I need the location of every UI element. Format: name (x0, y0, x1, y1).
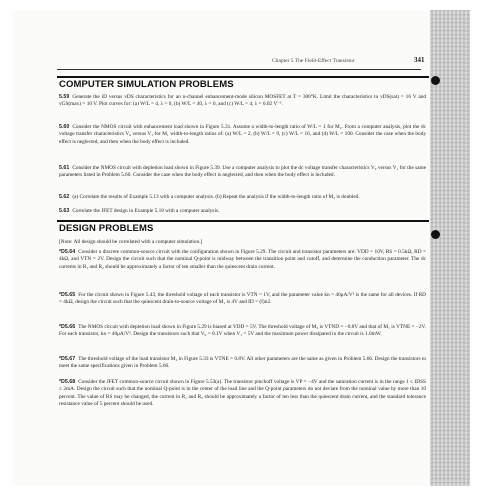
problem-number: *D5.64 (59, 249, 76, 255)
problem-number: *D5.68 (59, 379, 76, 385)
running-header: Chapter 5 The Field-Effect Transistor (272, 58, 355, 64)
problem-number: *D5.65 (59, 292, 76, 298)
problem-text: For the circuit shown in Figure 5.43, the threshold voltage of each transistor is VTN = 1V, and the parameter value kn = 40μA/V² is the same for all devices. If RD = 4kΩ, design the circuit such that the quiescent drain-to-source voltage of M₁ is 4V and ID = (I)ᴅ2. (59, 292, 426, 306)
problem-d5-67 (59, 356, 426, 371)
section-title-computer-simulation: COMPUTER SIMULATION PROBLEMS (59, 79, 234, 90)
hole-punch-dot (431, 76, 440, 85)
problem-number: 5.59 (59, 94, 70, 100)
section-rule-top (57, 220, 429, 222)
problem-text: The NMOS circuit with depletion load shown in Figure 5.29 is biased at VDD = 5V. The threshold voltage of M₂ is VTND = −0.8V and that of M₁ is VTNE = −2V. For each transistor, kn = 40μA/V². Design the transistors such that V₀ = 0.1V when V₁ = 5V and the maximum power dissipated in the circuit is 1.0mW. (59, 324, 426, 338)
problem-number: *D5.66 (59, 324, 76, 330)
problem-d5-66 (59, 324, 426, 339)
problem-number: 5.62 (59, 194, 70, 200)
problem-d5-64 (59, 249, 426, 271)
problem-text: Consider the NMOS circuit with enhancement load shown in Figure 5.31. Assume a width-to-length ratio of W/L = 1 for M₂. From a computer analysis, plot the dc voltage transfer characteristics V₀ versus V₁ for M₁ width-to-length ratios of: (a) W/L = 2, (b) W/L = 9, (c) W/L = 16, and (d) W/L = 100. Consider the case when the body effect is neglected, and then when the body effect is included. (59, 124, 426, 145)
problem-text: (a) Correlate the results of Example 5.13 with a computer analysis. (b) Repeat the analysis if the width-to-length ratio of M₂ is doubled. (72, 194, 360, 200)
problem-number: 5.61 (59, 165, 70, 171)
problem-d5-65 (59, 292, 426, 307)
problem-text: Consider a discrete common-source circuit with the configuration shown in Figure 5.29. The circuit and transistor parameters are: VDD = 10V, RS = 0.5kΩ, RD = 4kΩ, and VTN = 2V. Design the circuit such that the nominal Q-point is midway between the transition point and cutoff, and determine the conduction parameter. The dc currents in R₁ and R₂ should be approximately a factor of ten smaller than the quiescent drain current. (59, 249, 426, 270)
problem-number: 5.60 (59, 124, 70, 130)
problem-5-60 (59, 124, 426, 146)
hole-punch-dot (431, 230, 440, 239)
problem-5-59 (59, 94, 426, 109)
problem-text: Consider the NMOS circuit with depletion load shown in Figure 5.39. Use a computer analysis to plot the dc voltage transfer characteristics V₀ versus V₁ for the same parameters listed in Problem 5.60. Consider the case when the body effect is neglected, and then when the body effect is included. (59, 165, 426, 179)
problem-text: Generate the iD versus vDS characteristics for an n-channel enhancement-mode silicon MOSFET at T = 300°K. Limit the characteristics to vDS(sat) = 16 V and vGS(max) = 10 V. Plot curves for: (a) W/L = 4, λ = 0, (b) W/L = 40, λ = 0, and (c) W/L = 4, λ = 0.02 V⁻¹. (59, 94, 426, 108)
section-rule-top (57, 76, 429, 78)
problem-d5-68 (59, 379, 426, 409)
page-number: 341 (414, 56, 425, 64)
scanned-page (12, 10, 470, 486)
design-note: [Note: All design should be correlated with a computer simulation.] (59, 239, 203, 245)
problem-number: 5.63 (59, 208, 70, 214)
problem-number: *D5.67 (59, 356, 76, 362)
problem-text: The threshold voltage of the load transistor M₂ in Figure 5.33 is VTNE = 0.8V. All other parameters are the same as given in Problem 5.66. Design the transistors to meet the same specifications given in Problem 5.66. (59, 356, 426, 370)
problem-text: Correlate the JFET design in Example 5.18 with a computer analysis. (72, 208, 220, 214)
header-rule (57, 69, 421, 70)
section-title-design-problems: DESIGN PROBLEMS (59, 223, 154, 234)
problem-5-63 (59, 208, 426, 215)
problem-text: Consider the JFET common-source circuit shown in Figure 5.53(a). The transistor pinchoff voltage is VP = −4V and the saturation current is in the range 1 ≤ IDSS ≤ 2mA. Design the circuit such that the nominal Q-point is in the center of the load line and the Q-point parameters do not deviate from the nominal value by more than 10 percent. The value of RS may be changed, the current in R₁ and R₂ should be approximately a factor of ten less than the quiescent drain current, and the standard tolerance resistance value of 5 percent should be used. (59, 379, 426, 408)
problem-5-61 (59, 165, 426, 180)
problem-5-62 (59, 194, 426, 201)
